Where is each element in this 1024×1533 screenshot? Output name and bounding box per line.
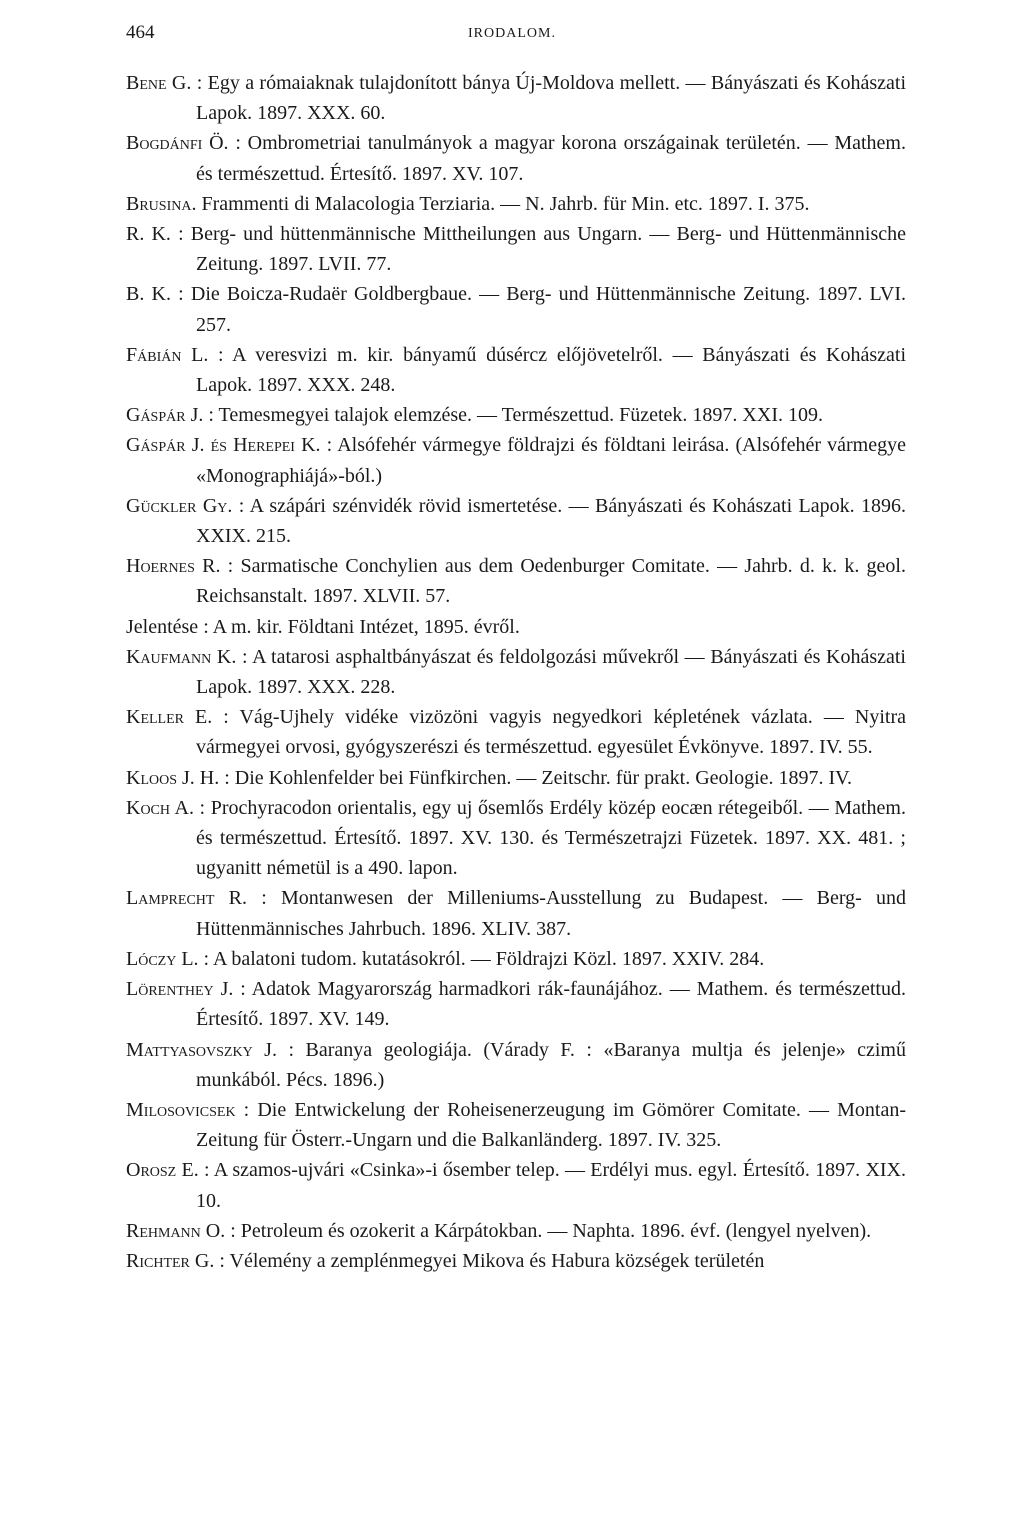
bibliography-entry (126, 763, 906, 793)
entry-author: Gückler Gy. (126, 494, 233, 517)
entry-text: : Egy a rómaiaknak tulajdonított bánya Új-Moldova mellett. — Bányászati és Kohászati Lapok. 1897. XXX. 60. (191, 72, 906, 125)
entry-text: : Ombrometriai tanulmányok a magyar korona országainak területén. — Mathem. és természettud. Értesítő. 1897. XV. 107. (196, 132, 906, 185)
entry-text: : Adatok Magyarország harmadkori rák-faunájához. — Mathem. és természettud. Értesítő. 1897. XV. 149. (196, 978, 906, 1031)
entry-author: Kloos J. H. (126, 766, 220, 789)
entry-author: B. K. (126, 283, 171, 306)
entry-author: Kaufmann K. (126, 645, 237, 668)
bibliography-entry (126, 189, 906, 219)
entry-author: Fábián L. (126, 343, 209, 366)
bibliography-entry (126, 340, 906, 400)
entry-author: Koch A. (126, 796, 194, 819)
bibliography-entry (126, 642, 906, 702)
bibliography-entry (126, 612, 906, 642)
bibliography-entry (126, 883, 906, 943)
bibliography-entry (126, 1035, 906, 1095)
entry-author: Lörenthey J. (126, 978, 234, 1001)
bibliography-entry (126, 491, 906, 551)
entry-text: : Vélemény a zemplénmegyei Mikova és Habura községek területén (214, 1249, 765, 1272)
bibliography-entry (126, 793, 906, 884)
bibliography-entry (126, 1095, 906, 1155)
bibliography-entry (126, 219, 906, 279)
entry-text: : Temesmegyei talajok elemzése. — Természettud. Füzetek. 1897. XXI. 109. (203, 404, 823, 427)
bibliography-entry (126, 1155, 906, 1215)
entry-author: Brusina (126, 192, 192, 215)
entry-author: R. K. (126, 223, 171, 246)
entry-author: Mattyasovszky J. (126, 1038, 277, 1061)
entry-author: Gáspár J. (126, 404, 204, 427)
entry-text: Jelentése : A m. kir. Földtani Intézet, 1895. évről. (126, 615, 520, 638)
bibliography-entry (126, 1216, 906, 1246)
bibliography-entry (126, 430, 906, 490)
bibliography-entry (126, 944, 906, 974)
bibliography-entry (126, 400, 906, 430)
running-head: IRODALOM. (468, 26, 556, 41)
entry-text: : Die Kohlenfelder bei Fünfkirchen. — Zeitschr. für prakt. Geologie. 1897. IV. (219, 766, 853, 789)
entry-text: : Berg- und hüttenmännische Mittheilungen aus Ungarn. — Berg- und Hüttenmännische Zeitung. 1897. LVII. 77. (170, 223, 906, 276)
entry-text: : A szápári szénvidék rövid ismertetése. — Bányászati és Kohászati Lapok. 1896. XXIX. 215. (196, 494, 907, 548)
entry-author: Lóczy L. (126, 947, 199, 970)
entry-author: Richter G. (126, 1249, 215, 1272)
entry-author: Keller E. (126, 706, 213, 729)
entry-text: : Prochyracodon orientalis, egy uj ősemlős Erdély közép eocæn rétegeiből. — Mathem. és természettud. Értesítő. 1897. XV. 130. és Természetrajzi Füzetek. 1897. XX. 481. ; ugyanitt németül is a 490. lapon. (193, 796, 906, 880)
bibliography-entry (126, 128, 906, 188)
entry-text: : Alsófehér vármegye földrajzi és földtani leirása. (Alsófehér vármegye «Monographiájá»-ból.) (196, 434, 906, 487)
entry-author: Bene G. (126, 72, 192, 94)
entry-author: Lamprecht R. (126, 887, 247, 910)
entry-text: : Vág-Ujhely vidéke vizözöni vagyis negyedkori képletének vázlata. — Nyitra vármegyei orvosi, gyógyszerészi és természettud. egyesület Évkönyve. 1897. IV. 55. (196, 706, 906, 759)
bibliography-list (126, 68, 906, 1276)
entry-author: Milosovicsek (126, 1098, 236, 1121)
entry-text: : Sarmatische Conchylien aus dem Oedenburger Comitate. — Jahrb. d. k. k. geol. Reichsanstalt. 1897. XLVII. 57. (196, 555, 906, 608)
entry-author: Gáspár J. és Herepei K. (126, 434, 321, 457)
bibliography-entry (126, 551, 906, 611)
entry-author: Bogdánfi Ö. (126, 132, 229, 155)
entry-author: Orosz E. (126, 1159, 199, 1182)
entry-text: : Montanwesen der Milleniums-Ausstellung zu Budapest. — Berg- und Hüttenmännisches Jahrbuch. 1896. XLIV. 387. (196, 887, 906, 940)
page-number: 464 (126, 22, 155, 43)
entry-text: . Frammenti di Malacologia Terziaria. — N. Jahrb. für Min. etc. 1897. I. 375. (191, 192, 810, 215)
entry-author: Rehmann O. (126, 1219, 226, 1242)
bibliography-entry (126, 68, 906, 128)
entry-text: : A tatarosi asphaltbányászat és feldolgozási művekről — Bányászati és Kohászati Lapok. 1897. XXX. 228. (196, 645, 906, 699)
entry-text: : Die Boicza-Rudaër Goldbergbaue. — Berg- und Hüttenmännische Zeitung. 1897. LVI. 257. (170, 283, 906, 336)
bibliography-entry (126, 702, 906, 762)
bibliography-entry (126, 1246, 906, 1276)
entry-author: Hoernes R. (126, 555, 221, 578)
entry-text: : A veresvizi m. kir. bányamű dúsércz előjövetelről. — Bányászati és Kohászati Lapok. 1897. XXX. 248. (196, 343, 907, 397)
entry-text: : Baranya geologiája. (Várady F. : «Baranya multja és jelenje» czimű munkából. Pécs. 1896.) (196, 1038, 906, 1091)
bibliography-entry (126, 974, 906, 1034)
entry-text: : A balatoni tudom. kutatásokról. — Földrajzi Közl. 1897. XXIV. 284. (198, 947, 765, 970)
entry-text: : Petroleum és ozokerit a Kárpátokban. — Naphta. 1896. évf. (lengyel nyelven). (225, 1219, 872, 1242)
entry-text: : Die Entwickelung der Roheisenerzeugung im Gömörer Comitate. — Montan-Zeitung für Österr.-Ungarn und die Balkanländerg. 1897. IV. 325. (196, 1098, 906, 1152)
bibliography-entry (126, 279, 906, 339)
entry-text: : A szamos-ujvári «Csinka»-i ősember telep. — Erdélyi mus. egyl. Értesítő. 1897. XIX. 10. (196, 1159, 906, 1212)
